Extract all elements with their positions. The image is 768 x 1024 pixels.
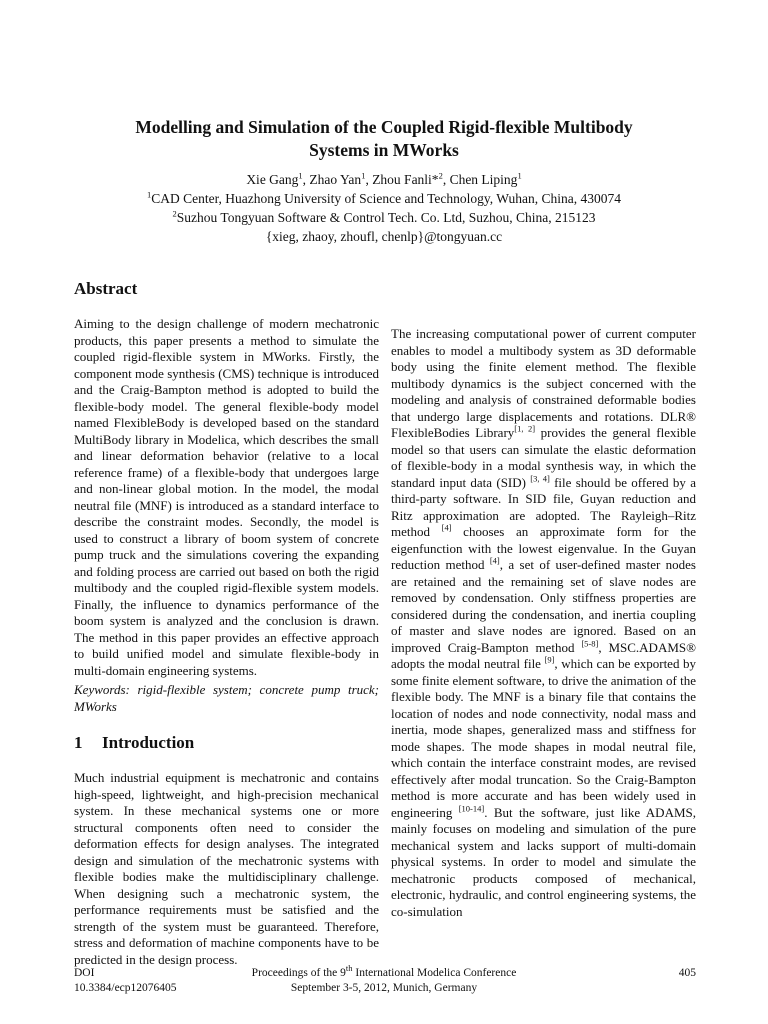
section-title: Introduction bbox=[102, 733, 195, 752]
citation[interactable]: [3, 4] bbox=[530, 473, 550, 484]
page-number: 405 bbox=[678, 967, 696, 979]
intro-paragraph-1: Much industrial equipment is mechatronic and contains high-speed, lightweight, and high-precision mechanical system. In these mechanical systems one or more structural components often need to consider the deformation effects for design analyses. The integrated design and simulation of the mechatronic systems with flexible bodies make the multidisciplinary challenge. When designing such a mechatronic system, the performance requirements must be satisfied and the strength of the system must be guaranteed. Therefore, stress and deformation of machine components have to be predicted in the design process. bbox=[74, 770, 379, 967]
abstract-body: Aiming to the design challenge of modern mechatronic products, this paper presents a method to simulate the coupled rigid-flexible system in MWorks. Firstly, the component mode synthesis (CMS) technique is introduced and the Craig-Bampton method is adopted to build the flexible-body model. The general flexible-body model named FlexibleBody is developed based on the standard MultiBody library in Modelica, which describes the small and linear deformation behavior (relative to a local reference frame) of a flexible-body that undergoes large and non-linear global motion. In the model, the modal neutral file (MNF) is introduced as a standard interface to describe the constraint modes. Secondly, the model is used to construct a library of boom system of concrete pump truck and the simulations covering the expanding and folding process are carried out based on both the rigid multibody and the coupled rigid-flexible system models. Finally, the influence to dynamics performance of the boom system is analyzed and the conclusion is drawn. The method in this paper provides an effective approach to build unified model and simulate flexible-body in multi-domain engineering systems. bbox=[74, 316, 379, 678]
author-name: Xie Gang bbox=[246, 172, 299, 187]
author-names: Xie Gang$^1$, Zhao Yan$^1$, Zhou Fanli*$^2$, Chen Liping$^1$ bbox=[246, 170, 522, 187]
paper-title bbox=[60, 116, 708, 162]
left-column bbox=[74, 276, 379, 993]
proceedings-line: Proceedings of the 9th International Modelica Conference bbox=[251, 963, 517, 979]
author-name: Zhou Fanli* bbox=[372, 172, 439, 187]
title-line-2: Systems in MWorks bbox=[309, 140, 459, 160]
author-affil-sup: 1 bbox=[517, 170, 522, 181]
abstract-heading: Abstract bbox=[74, 279, 138, 298]
footer-doi bbox=[74, 966, 177, 996]
citation[interactable]: [4] bbox=[489, 555, 500, 566]
affiliation-1: $^1$CAD Center, Huazhong University of Science and Technology, Wuhan, China, 430074 bbox=[146, 189, 621, 206]
author-name: Zhao Yan bbox=[309, 172, 362, 187]
author-block bbox=[60, 170, 708, 246]
author-affil-sup: 1 bbox=[361, 170, 366, 181]
intro-paragraph-1-continued bbox=[391, 276, 696, 326]
author-name: Chen Liping bbox=[449, 172, 518, 187]
section-heading-introduction bbox=[74, 732, 379, 754]
section-number: 1 bbox=[74, 733, 83, 752]
doi-value[interactable]: 10.3384/ecp12076405 bbox=[74, 982, 177, 994]
title-line-1: Modelling and Simulation of the Coupled Rigid-flexible Multibody bbox=[135, 117, 633, 137]
author-email[interactable]: {xieg, zhaoy, zhoufl, chenlp}@tongyuan.cc bbox=[265, 229, 503, 244]
citation[interactable]: [9] bbox=[544, 654, 555, 665]
citation[interactable]: [1, 2] bbox=[514, 423, 536, 434]
doi-label: DOI bbox=[74, 967, 95, 979]
keywords: Keywords: rigid-flexible system; concrete pump truck; MWorks bbox=[74, 682, 379, 714]
footer-proceedings bbox=[214, 963, 554, 996]
right-column bbox=[391, 276, 696, 920]
citation[interactable]: [4] bbox=[441, 522, 452, 533]
affiliation-2: $^2$Suzhou Tongyuan Software & Control Tech. Co. Ltd, Suzhou, China, 215123 bbox=[172, 208, 596, 225]
author-affil-sup: 1 bbox=[298, 170, 303, 181]
citation[interactable]: [5-8] bbox=[581, 638, 599, 649]
citation[interactable]: [10-14] bbox=[458, 803, 485, 814]
conference-date-place: September 3-5, 2012, Munich, Germany bbox=[290, 982, 478, 994]
intro-paragraph-2: The increasing computational power of current computer enables to model a multibody system as 3D deformable body using the finite element method. The flexible multibody dynamics is the subject concerned with the modeling and analysis of constrained deformable bodies that undergo large displacements and rotations. DLR® FlexibleBodies Library[1, 2] provides the general flexible model so that users can simulate the elastic deformation of flexible-body in a modal synthesis way, in which the standard input data (SID) [3, 4] file should be offered by a third-party software. In SID file, Guyan reduction and Ritz approximation are adopted. The Rayleigh–Ritz method [4] chooses an approximate form for the eigenfunction with the lowest eigenvalue. In the Guyan reduction method [4], a set of user-defined master nodes are retained and the remaining set of slave nodes are removed by condensation. Only stiffness properties are considered during the condensation, and inertia coupling of master and slave nodes are ignored. Based on an improved Craig-Bampton method [5-8], MSC.ADAMS® adopts the modal neutral file [9], which can be exported by some finite element software, to drive the animation of the flexible body. The MNF is a binary file that contains the location of nodes and node connectivity, nodal mass and inertia, mode shapes, generalized mass and stiffness for mode shapes. The mode shapes in modal neutral file, which contain the interface constraint modes, are revised effectively after modal truncation. So the Craig-Bampton method is more accurate and has been widely used in engineering [10-14]. But the software, just like ADAMS, mainly focuses on modeling and simulation of the pure mechanical system and lacks support of multi-domain physical systems. In order to model and simulate the mechatronic products composed of mechanical, electronic, hydraulic, and control engineering systems, the co-simulation bbox=[391, 326, 696, 919]
affiliation-sup: 2 bbox=[172, 208, 177, 219]
intro-body-start bbox=[74, 770, 379, 993]
author-affil-sup: 2 bbox=[438, 170, 443, 181]
affiliation-sup: 1 bbox=[146, 189, 152, 200]
